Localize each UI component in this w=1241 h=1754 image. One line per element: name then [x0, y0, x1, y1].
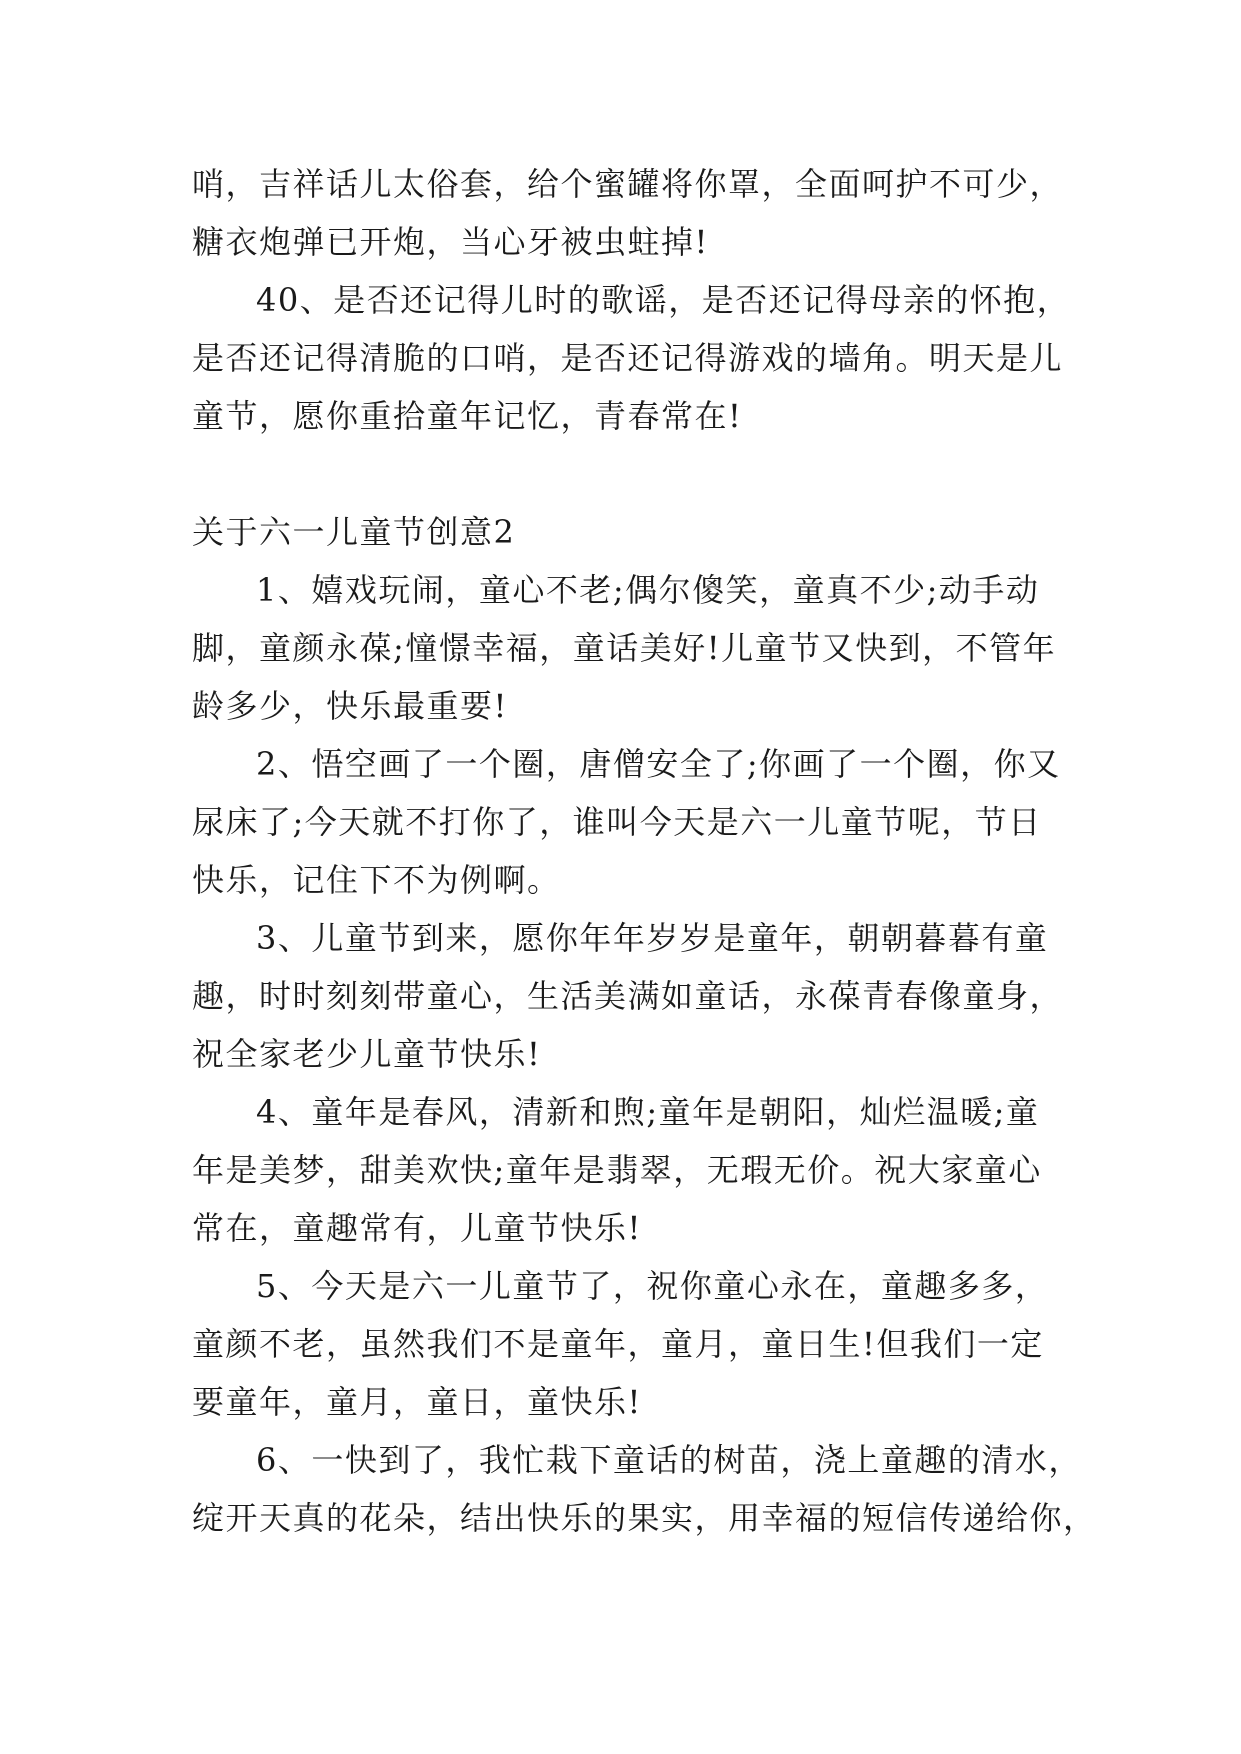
paragraph-line: 6、一快到了，我忙栽下童话的树苗，浇上童趣的清水，	[256, 1441, 1082, 1479]
paragraph-line: 童颜不老，虽然我们不是童年，童月，童日生!但我们一定	[192, 1325, 1044, 1363]
section-heading: 关于六一儿童节创意2	[192, 513, 516, 551]
item-6-paragraph	[192, 1431, 1097, 1547]
paragraph-line: 糖衣炮弹已开炮，当心牙被虫蛀掉!	[192, 223, 709, 261]
paragraph-line: 快乐，记住下不为例啊。	[192, 861, 561, 899]
paragraph-line: 2、悟空画了一个圈，唐僧安全了;你画了一个圈，你又	[256, 745, 1061, 783]
paragraph-line: 40、是否还记得儿时的歌谣，是否还记得母亲的怀抱，	[256, 281, 1071, 319]
paragraph-line: 哨，吉祥话儿太俗套，给个蜜罐将你罩，全面呵护不可少，	[192, 165, 1064, 203]
item-5-paragraph	[192, 1257, 1072, 1431]
paragraph-line: 是否还记得清脆的口哨，是否还记得游戏的墙角。明天是儿	[192, 339, 1064, 377]
paragraph-line: 龄多少，快乐最重要!	[192, 687, 508, 725]
item-2-paragraph	[192, 735, 1072, 909]
paragraph-line: 绽开天真的花朵，结出快乐的果实，用幸福的短信传递给你，	[192, 1499, 1097, 1537]
paragraph-line: 年是美梦，甜美欢快;童年是翡翠，无瑕无价。祝大家童心	[192, 1151, 1042, 1189]
paragraph-line: 5、今天是六一儿童节了，祝你童心永在，童趣多多，	[256, 1267, 1049, 1305]
item-40-paragraph	[192, 271, 1072, 445]
item-4-paragraph	[192, 1083, 1072, 1257]
paragraph-line: 常在，童趣常有，儿童节快乐!	[192, 1209, 642, 1247]
paragraph-line: 尿床了;今天就不打你了，谁叫今天是六一儿童节呢，节日	[192, 803, 1042, 841]
intro-paragraph	[192, 155, 1072, 271]
paragraph-line: 4、童年是春风，清新和煦;童年是朝阳，灿烂温暖;童	[256, 1093, 1040, 1131]
item-1-paragraph	[192, 561, 1072, 735]
paragraph-line: 3、儿童节到来，愿你年年岁岁是童年，朝朝暮暮有童	[256, 919, 1049, 957]
paragraph-line: 祝全家老少儿童节快乐!	[192, 1035, 542, 1073]
paragraph-line: 要童年，童月，童日，童快乐!	[192, 1383, 642, 1421]
paragraph-line: 趣，时时刻刻带童心，生活美满如童话，永葆青春像童身，	[192, 977, 1064, 1015]
section-spacer	[192, 445, 1072, 503]
document-page	[192, 155, 1097, 1547]
paragraph-line: 童节，愿你重拾童年记忆，青春常在!	[192, 397, 743, 435]
paragraph-line: 1、嬉戏玩闹，童心不老;偶尔傻笑，童真不少;动手动	[256, 571, 1040, 609]
item-3-paragraph	[192, 909, 1072, 1083]
paragraph-line: 脚，童颜永葆;憧憬幸福，童话美好!儿童节又快到，不管年	[192, 629, 1057, 667]
